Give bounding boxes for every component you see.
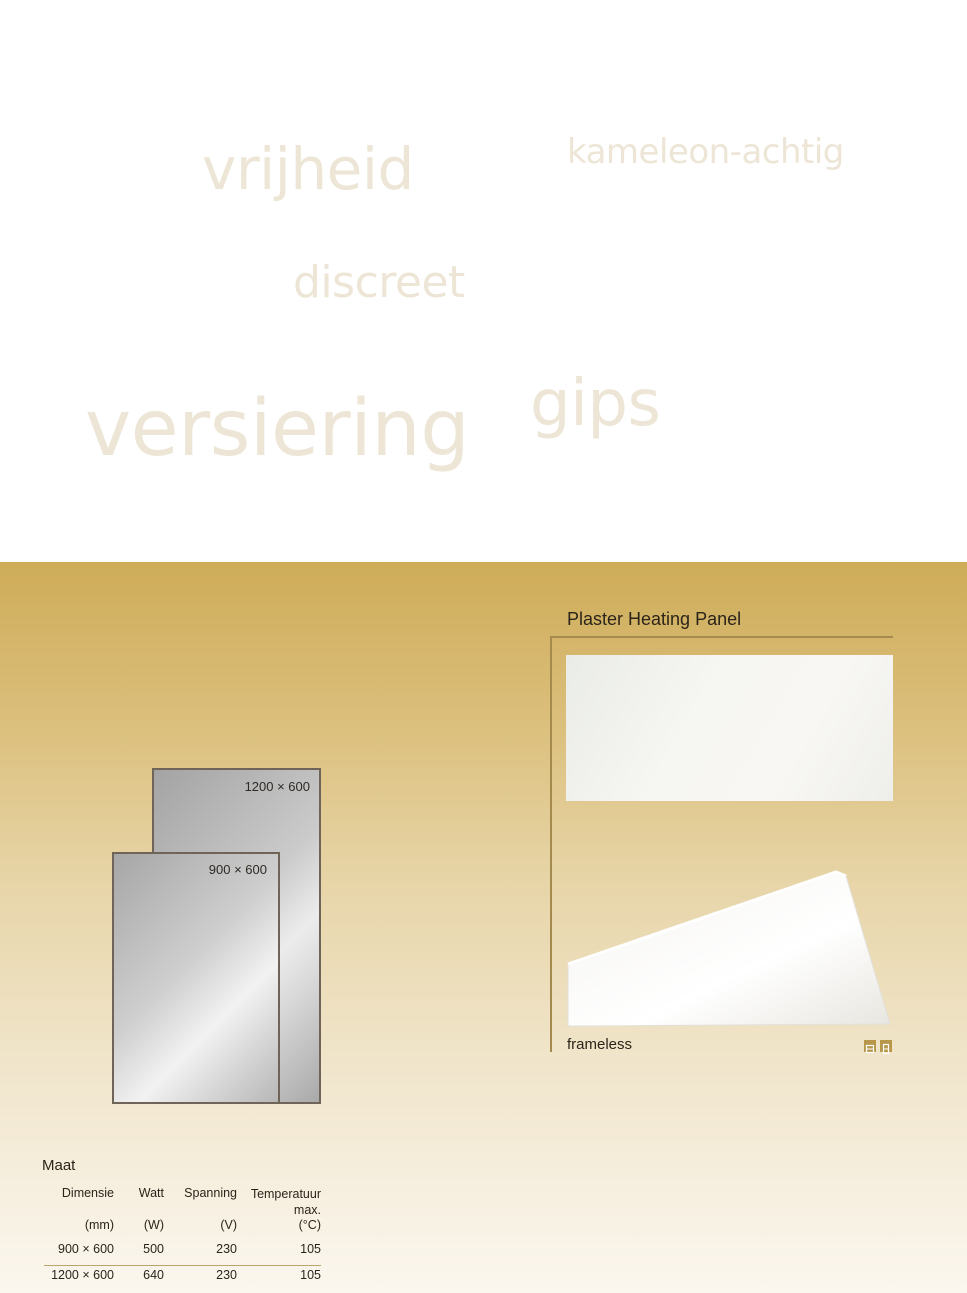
panel-size-small-label: 900 × 600 [208,862,267,877]
specs-unit-c: (°C) [298,1218,321,1232]
product-front-image [566,655,893,801]
specs-header-spanning: Spanning [184,1186,237,1200]
product-bracket-left [550,636,552,1052]
specs-unit-row [44,1218,321,1242]
table-cell: 230 [164,1242,237,1266]
specs-header-temperatuur: Temperatuur max. [250,1187,321,1217]
table-cell: 105 [237,1242,321,1266]
product-bracket-top [550,636,893,638]
keyword-versiering: versiering [85,384,470,474]
vertical-mount-icon [880,1040,892,1052]
specs-header-dimensie: Dimensie [61,1186,114,1200]
specs-title: Maat [42,1157,76,1174]
keyword-gips: gips [530,367,661,441]
table-row [44,1242,321,1266]
panel-size-small [112,852,280,1104]
table-row [44,1266,321,1292]
table-cell: 640 [143,1268,164,1282]
table-cell: 1200 × 600 [51,1268,114,1282]
table-cell: 500 [114,1242,164,1266]
product-caption: frameless [567,1036,633,1053]
table-cell: 230 [216,1268,237,1282]
table-cell: 900 × 600 [44,1242,114,1266]
specs-header-watt: Watt [138,1186,164,1200]
product-title: Plaster Heating Panel [567,609,742,629]
keyword-kameleon-achtig: kameleon-achtig [567,132,844,172]
keyword-vrijheid: vrijheid [202,135,414,203]
keyword-discreet: discreet [293,257,465,308]
specs-unit-mm: (mm) [84,1218,114,1232]
specs-unit-w: (W) [143,1218,164,1232]
specs-unit-v: (V) [220,1218,237,1232]
table-cell: 105 [300,1268,321,1282]
panel-size-large-label: 1200 × 600 [244,779,310,794]
product-angle-image [566,866,894,1030]
specs-header-row [44,1186,321,1218]
horizontal-mount-icon [864,1040,876,1052]
specs-table [44,1186,321,1291]
